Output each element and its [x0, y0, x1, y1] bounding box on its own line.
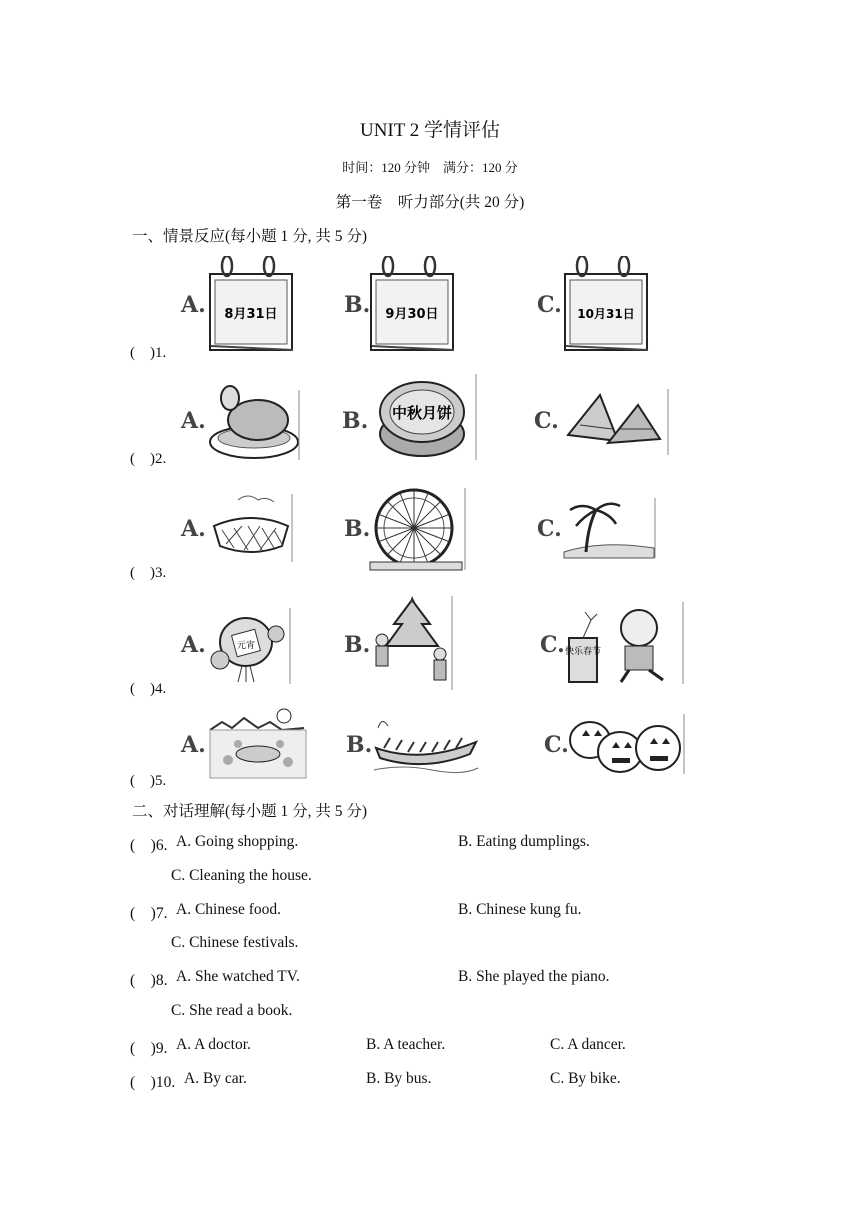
option-b-letter: B. — [344, 632, 371, 658]
question-number: ( )10. — [130, 1074, 176, 1091]
picnic-moon-image — [208, 706, 308, 780]
option-a-letter: A. — [181, 632, 206, 658]
lantern-riddle-image — [206, 606, 292, 686]
option-c-letter: C. — [544, 732, 569, 758]
question-1-number: ( )1. — [130, 345, 167, 361]
question-number: ( )9. — [130, 1040, 168, 1057]
section-1-heading: 一、情景反应(每小题 1 分, 共 5 分) — [132, 228, 368, 245]
calendar-sep-30-image — [368, 256, 458, 354]
option-c-letter: C. — [537, 516, 562, 542]
ferris-wheel-image — [368, 486, 468, 572]
option-a-letter: A. — [181, 516, 206, 542]
exam-time-info: 时间：120 分钟 满分：120 分 — [342, 160, 518, 175]
part-heading: 第一卷 听力部分(共 20 分) — [335, 194, 525, 211]
option-c-letter: C. — [534, 408, 559, 434]
option-a: A. A doctor. — [176, 1036, 251, 1053]
question-number: ( )7. — [130, 905, 168, 922]
option-a: A. She watched TV. — [176, 968, 300, 985]
option-b-letter: B. — [344, 292, 371, 318]
question-number: ( )6. — [130, 837, 168, 854]
christmas-tree-image — [372, 594, 454, 690]
option-a: A. By car. — [184, 1070, 247, 1087]
dragon-boat-image — [372, 708, 480, 780]
option-c: C. She read a book. — [171, 1002, 293, 1019]
mooncake-text: 中秋月饼 — [391, 404, 453, 422]
jack-o-lanterns-image — [568, 712, 686, 776]
zongzi-image — [560, 385, 670, 457]
option-c-letter: C. — [540, 632, 565, 658]
option-b: B. By bus. — [366, 1070, 432, 1087]
option-b: B. A teacher. — [366, 1036, 446, 1053]
calendar-date-text: 8月31日 — [224, 307, 278, 322]
section-2-heading: 二、对话理解(每小题 1 分, 共 5 分) — [132, 803, 368, 820]
option-a-letter: A. — [181, 292, 206, 318]
question-3-number: ( )3. — [130, 565, 167, 581]
option-c: C. Cleaning the house. — [171, 867, 312, 884]
option-a-letter: A. — [181, 408, 206, 434]
firecracker-text: 快乐春节 — [565, 647, 602, 657]
palm-beach-image — [562, 496, 658, 560]
option-b: B. Eating dumplings. — [458, 833, 590, 850]
question-4-number: ( )4. — [130, 681, 167, 697]
option-a: A. Going shopping. — [176, 833, 299, 850]
option-b: B. Chinese kung fu. — [458, 901, 582, 918]
calendar-aug-31-image — [207, 256, 297, 354]
option-b: B. She played the piano. — [458, 968, 610, 985]
calendar-oct-31-image — [562, 256, 652, 354]
roast-turkey-image — [206, 380, 302, 462]
option-b-letter: B. — [346, 732, 373, 758]
mooncake-image — [376, 372, 478, 462]
option-a-letter: A. — [181, 732, 206, 758]
lantern-text: 元宵 — [236, 641, 256, 651]
question-5-number: ( )5. — [130, 773, 167, 789]
option-c-letter: C. — [537, 292, 562, 318]
option-b-letter: B. — [344, 516, 371, 542]
firecracker-boy-image — [565, 600, 687, 686]
option-b-letter: B. — [342, 408, 369, 434]
question-number: ( )8. — [130, 972, 168, 989]
calendar-date-text: 9月30日 — [385, 307, 439, 322]
birds-nest-stadium-image — [208, 490, 294, 564]
question-2-number: ( )2. — [130, 451, 167, 467]
option-c: C. By bike. — [550, 1070, 621, 1087]
option-c: C. A dancer. — [550, 1036, 626, 1053]
calendar-date-text: 10月31日 — [577, 307, 635, 321]
option-a: A. Chinese food. — [176, 901, 282, 918]
option-c: C. Chinese festivals. — [171, 934, 299, 951]
page-title: UNIT 2 学情评估 — [359, 120, 501, 141]
